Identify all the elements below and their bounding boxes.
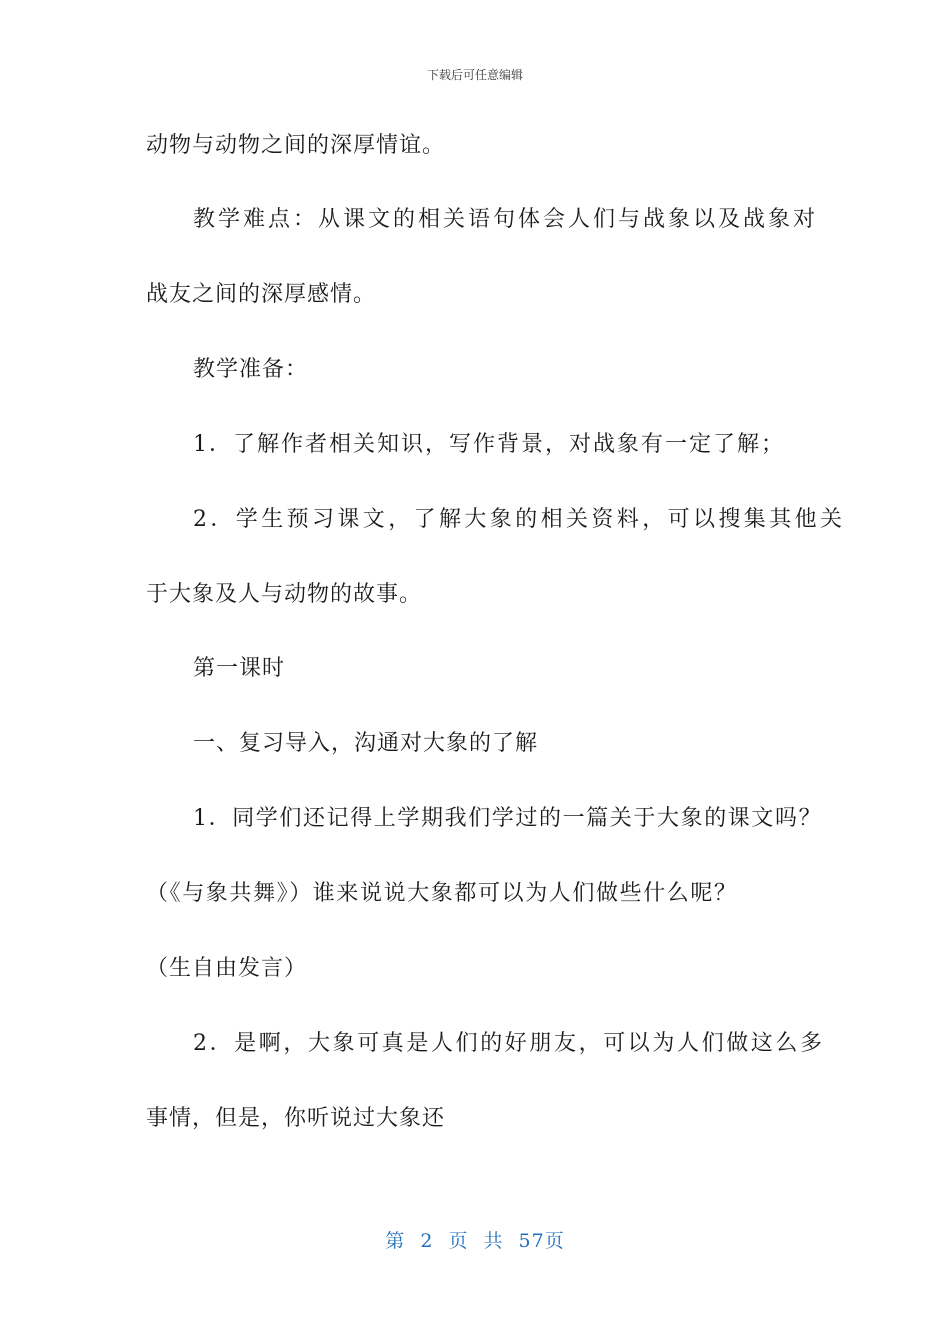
paragraph-line: 教学难点：从课文的相关语句体会人们与战象以及战象对 bbox=[193, 207, 819, 232]
paragraph-line: （《与象共舞》）谁来说说大象都可以为人们做些什么呢？ bbox=[146, 881, 738, 906]
paragraph-line: 于大象及人与动物的故事。 bbox=[146, 582, 423, 607]
section-heading: 教学准备： bbox=[193, 357, 309, 382]
list-item: 1．了解作者相关知识，写作背景，对战象有一定了解； bbox=[193, 432, 785, 457]
paragraph-line: （生自由发言） bbox=[146, 956, 308, 981]
section-heading: 一、复习导入，沟通对大象的了解 bbox=[193, 731, 539, 756]
list-item: 2．学生预习课文，了解大象的相关资料，可以搜集其他关 bbox=[193, 507, 846, 532]
section-heading: 第一课时 bbox=[193, 656, 286, 681]
list-item: 2．是啊，大象可真是人们的好朋友，可以为人们做这么多 bbox=[193, 1031, 825, 1056]
page-number-footer: 第 2 页 共 57页 bbox=[385, 1230, 565, 1252]
paragraph-line: 事情，但是，你听说过大象还 bbox=[146, 1106, 446, 1131]
paragraph-line: 战友之间的深厚感情。 bbox=[146, 282, 377, 307]
paragraph-line: 动物与动物之间的深厚情谊。 bbox=[146, 133, 446, 158]
list-item: 1．同学们还记得上学期我们学过的一篇关于大象的课文吗？ bbox=[193, 806, 823, 831]
page-header-note: 下载后可任意编辑 bbox=[426, 68, 523, 82]
